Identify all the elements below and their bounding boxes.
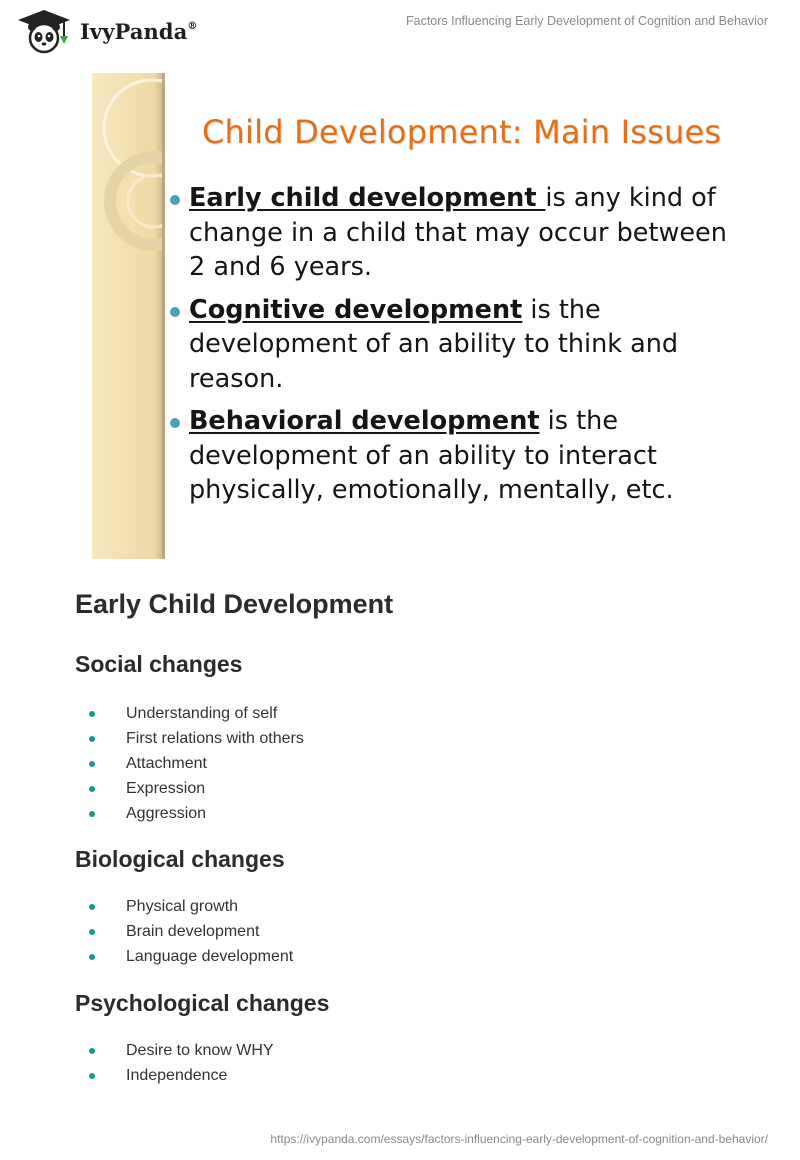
- list-item: Physical growth: [75, 894, 725, 919]
- slide-term: Cognitive development: [189, 294, 523, 325]
- slide-term: Early child development: [189, 183, 546, 213]
- document-title: Factors Influencing Early Development of Cognition and Behavior: [405, 14, 768, 28]
- list-item: Independence: [75, 1063, 725, 1088]
- section-title: Psychological changes: [75, 990, 330, 1016]
- slide-bullet-item: [170, 404, 730, 508]
- slide-bullet-item: [170, 293, 730, 397]
- ivypanda-logo[interactable]: [14, 8, 198, 54]
- bullet-dot-icon: [89, 904, 95, 910]
- list-item: Aggression: [75, 801, 725, 826]
- source-url[interactable]: https://ivypanda.com/essays/factors-influencing-early-development-of-cognition-and-behavior/: [270, 1132, 768, 1146]
- slide-decorative-strip: [92, 73, 165, 559]
- slide-bullet-list: [170, 181, 730, 516]
- article-heading: Early Child Development: [75, 589, 394, 619]
- section-title: Social changes: [75, 651, 243, 677]
- page-header: [0, 0, 800, 62]
- section-list: [75, 1038, 725, 1088]
- slide-title: Child Development: Main Issues: [202, 113, 722, 151]
- panda-logo-icon: [14, 8, 74, 54]
- section-title: Biological changes: [75, 846, 285, 872]
- bullet-dot-icon: [170, 418, 180, 428]
- section-list: [75, 894, 725, 969]
- slide-bullet-item: [170, 181, 730, 285]
- bullet-dot-icon: [89, 711, 95, 717]
- slide-definition: is the development of an ability to think and reason.: [189, 294, 679, 394]
- slide-term: Behavioral development: [189, 406, 540, 436]
- brand-name: IvyPanda®: [80, 18, 198, 44]
- list-item: Brain development: [75, 919, 725, 944]
- section-list: [75, 701, 725, 826]
- list-item: Desire to know WHY: [75, 1038, 725, 1063]
- bullet-dot-icon: [89, 929, 95, 935]
- article-content: [75, 585, 725, 1088]
- bullet-dot-icon: [89, 736, 95, 742]
- list-item: Language development: [75, 944, 725, 969]
- bullet-dot-icon: [89, 954, 95, 960]
- slide-image: [92, 73, 732, 559]
- list-item: Understanding of self: [75, 701, 725, 726]
- bullet-dot-icon: [89, 1048, 95, 1054]
- list-item: Expression: [75, 776, 725, 801]
- bullet-dot-icon: [170, 307, 180, 317]
- bullet-dot-icon: [170, 195, 180, 205]
- slide-definition: is any kind of change in a child that may occur between 2 and 6 years.: [189, 183, 727, 282]
- bullet-dot-icon: [89, 786, 95, 792]
- bullet-dot-icon: [89, 1073, 95, 1079]
- list-item: Attachment: [75, 751, 725, 776]
- slide-definition: is the development of an ability to interact physically, emotionally, mentally, etc.: [189, 406, 674, 505]
- list-item: First relations with others: [75, 726, 725, 751]
- bullet-dot-icon: [89, 811, 95, 817]
- bullet-dot-icon: [89, 761, 95, 767]
